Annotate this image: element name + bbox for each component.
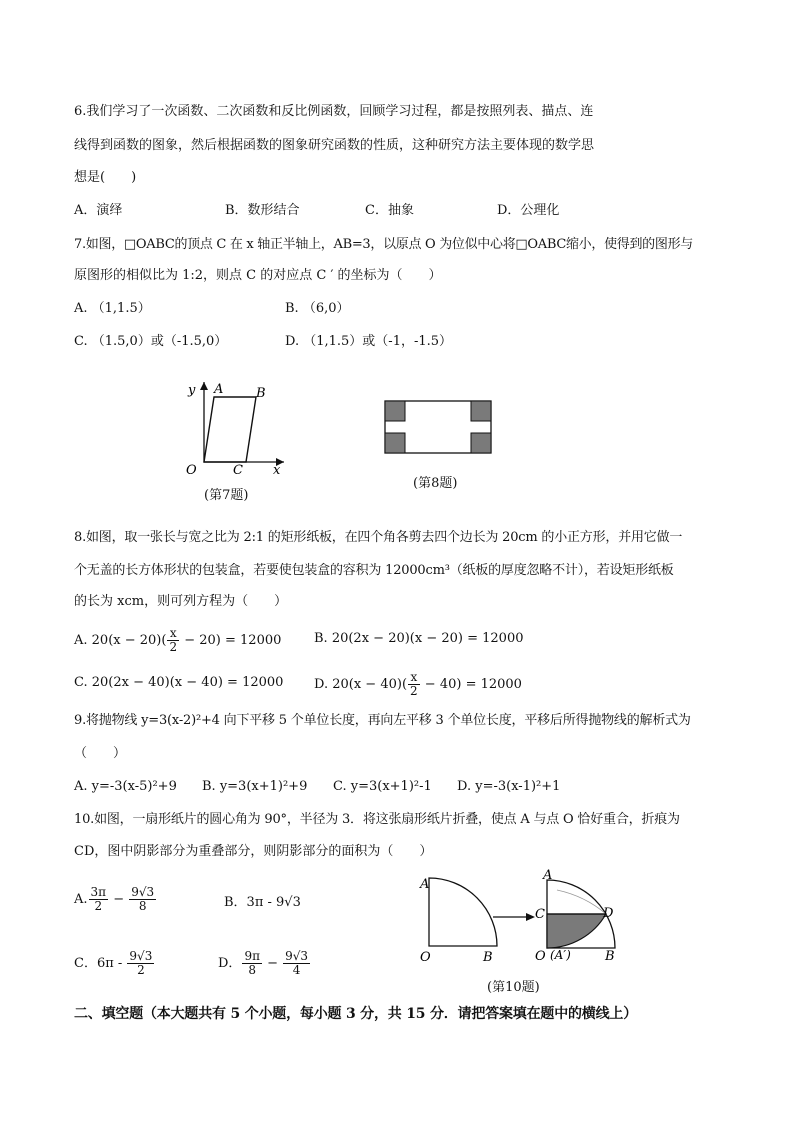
q10-option-c: C．6π - $\frac{9√3}{2}$ (74, 949, 153, 977)
fig10-right-label-d: D (603, 906, 614, 921)
q10-option-d: D． $\frac{9\pi}{8}$ − $\frac{9√3}{4}$ (218, 949, 309, 977)
figure-q7-parallelogram (180, 378, 290, 478)
q9-option-d: D. y=-3(x-1)²+1 (457, 779, 561, 794)
q10-option-a: A. $\frac{3\pi}{2}$ − $\frac{9√3}{8}$ (74, 885, 155, 913)
q8-option-c: C. 20(2x − 40)(x − 40) = 12000 (74, 675, 284, 690)
q8-option-a: A. 20(x − 20)( $\frac{x}{2}$ − 20) = 12000 (74, 626, 282, 654)
fig10-left-label-b: B (483, 950, 493, 965)
fig10-right-label-c: C (535, 907, 545, 922)
fig7-label-a: A (214, 382, 224, 397)
fig7-label-y: y (188, 383, 196, 398)
q9-option-a: A. y=-3(x-5)²+9 (74, 779, 177, 794)
fig10-right-label-b: B (605, 949, 615, 964)
q6-option-a: A．演绎 (74, 203, 123, 218)
q6-option-d: D．公理化 (497, 203, 560, 218)
q9-option-c: C. y=3(x+1)²-1 (333, 779, 432, 794)
fig7-label-x: x (273, 463, 281, 478)
fig10-right-label-o: O (535, 949, 546, 964)
q7-option-d: D. （1,1.5）或（-1，-1.5） (285, 334, 453, 349)
q6-line1: 6.我们学习了一次函数、二次函数和反比例函数，回顾学习过程，都是按照列表、描点、连 (74, 104, 594, 119)
fig10-right-label-a: A (543, 868, 553, 883)
q7-option-c: C. （1.5,0）或（-1.5,0） (74, 334, 228, 349)
q6-line3: 想是( ) (74, 170, 137, 185)
q7-option-b: B. （6,0） (285, 301, 350, 316)
q8-line3: 的长为 xcm，则可列方程为（ ） (74, 594, 288, 609)
fig10-right-label-a-prime: (A′) (550, 948, 571, 962)
q8-line2: 个无盖的长方体形状的包装盒，若要使包装盒的容积为 12000cm³（纸板的厚度忽略不计），若设矩形纸板 (74, 563, 674, 578)
q7-line1: 7.如图，□OABC的顶点 C 在 x 轴正半轴上，AB=3，以原点 O 为位似中心将□OABC缩小，使得到的图形与 (74, 237, 693, 252)
fig7-label-b: B (256, 386, 266, 401)
figure-q8-paper-board (383, 399, 493, 455)
q10-line1: 10.如图，一扇形纸片的圆心角为 90°，半径为 3．将这张扇形纸片折叠，使点 A 与点 O 恰好重合，折痕为 (74, 812, 680, 827)
q9-option-b: B. y=3(x+1)²+9 (202, 779, 308, 794)
fig7-caption: (第7题) (204, 488, 249, 503)
q10-line2: CD，图中阴影部分为重叠部分，则阴影部分的面积为（ ） (74, 844, 433, 859)
q9-line2: （ ） (74, 746, 127, 761)
q10-option-b: B．3π - 9√3 (224, 895, 301, 910)
q6-line2: 线得到函数的图象，然后根据函数的图象研究函数的性质，这种研究方法主要体现的数学思 (74, 138, 595, 153)
q7-option-a: A. （1,1.5） (74, 301, 151, 316)
q9-line1: 9.将抛物线 y=3(x-2)²+4 向下平移 5 个单位长度，再向左平移 3 个单位长度，平移后所得抛物线的解析式为 (74, 713, 691, 728)
q7-line2: 原图形的相似比为 1:2，则点 C 的对应点 C ′ 的坐标为（ ） (74, 268, 442, 283)
fig7-label-o: O (186, 463, 197, 478)
q8-option-b: B. 20(2x − 20)(x − 20) = 12000 (314, 631, 524, 646)
figure-q10-sector-fold (415, 868, 625, 970)
section-2-heading: 二、填空题（本大题共有 5 个小题，每小题 3 分，共 15 分．请把答案填在题中的横线上） (74, 1006, 638, 1022)
fig10-left-label-a: A (420, 877, 430, 892)
q8-option-d: D. 20(x − 40)( $\frac{x}{2}$ − 40) = 12000 (314, 670, 522, 698)
q6-option-b: B．数形结合 (225, 203, 300, 218)
fig7-label-c: C (233, 463, 243, 478)
q8-line1: 8.如图，取一张长与宽之比为 2:1 的矩形纸板，在四个角各剪去四个边长为 20cm 的小正方形，并用它做一 (74, 530, 683, 545)
q6-option-c: C．抽象 (365, 203, 414, 218)
fig10-caption: (第10题) (487, 980, 540, 995)
fig8-caption: (第8题) (413, 476, 458, 491)
fig10-left-label-o: O (420, 950, 431, 965)
